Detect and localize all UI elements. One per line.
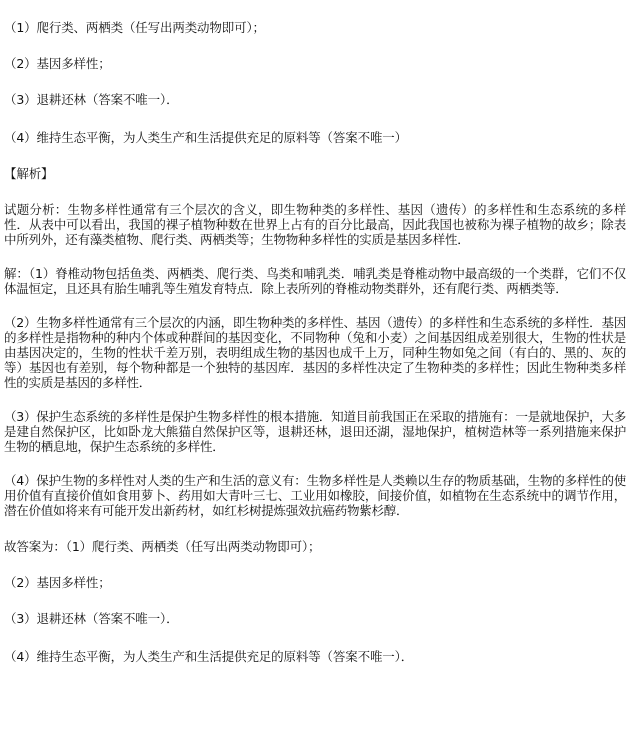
analysis-paragraph: 试题分析：生物多样性通常有三个层次的含义，即生物种类的多样性、基因（遗传）的多样性和生态系统的多样性．从表中可以看出，我国的裸子植物种数在世界上占有的百分比最高，因此我国也被称为裸子植物的故乡；除表中所列外，还有藻类植物、爬行类、两栖类等；生物物种多样性的实质是基因多样性．: [4, 202, 626, 247]
solution-paragraph-2: （2）生物多样性通常有三个层次的内涵，即生物种类的多样性、基因（遗传）的多样性和生态系统的多样性．基因的多样性是指物种的种内个体或种群间的基因变化，不同物种（兔和小麦）之间基因组成差别很大，生物的性状是由基因决定的，生物的性状千差万别，表明组成生物的基因也成千上万，同种生物如兔之间（有白的、黑的、灰的等）基因也有差别，每个物种都是一个独特的基因库．基因的多样性决定了生物种类的多样性；因此生物种类多样性的实质是基因的多样性．: [4, 315, 626, 390]
analysis-heading: 【解析】: [4, 166, 54, 181]
answer-1: （1）爬行类、两栖类（任写出两类动物即可）；: [4, 20, 265, 35]
solution-paragraph-4: （4）保护生物的多样性对人类的生产和生活的意义有：生物多样性是人类赖以生存的物质基础，生物的多样性的使用价值有直接价值如食用萝卜、药用如大青叶三七、工业用如橡胶，间接价值，如植物在生态系统中的调节作用，潜在价值如将来有可能开发出新药材，如红杉树提炼强效抗癌药物紫杉醇．: [4, 473, 626, 518]
answer-2: （2）基因多样性；: [4, 56, 111, 71]
conclusion-3: （3）退耕还林（答案不唯一）．: [4, 611, 179, 626]
answer-4: （4）维持生态平衡，为人类生产和生活提供充足的原料等（答案不唯一）: [4, 130, 408, 145]
conclusion-4: （4）维持生态平衡，为人类生产和生活提供充足的原料等（答案不唯一）．: [4, 649, 414, 664]
conclusion-2: （2）基因多样性；: [4, 575, 111, 590]
solution-paragraph-1: 解：（1）脊椎动物包括鱼类、两栖类、爬行类、鸟类和哺乳类．哺乳类是脊椎动物中最高级的一个类群，它们不仅体温恒定，且还具有胎生哺乳等生殖发育特点．除上表所列的脊椎动物类群外，还有爬行类、两栖类等．: [4, 266, 626, 296]
answer-3: （3）退耕还林（答案不唯一）．: [4, 92, 179, 107]
conclusion-1: 故答案为：（1）爬行类、两栖类（任写出两类动物即可）；: [4, 539, 321, 554]
solution-paragraph-3: （3）保护生态系统的多样性是保护生物多样性的根本措施．知道目前我国正在采取的措施有：一是就地保护，大多是建自然保护区，比如卧龙大熊猫自然保护区等，退耕还林，退田还湖，湿地保护，植树造林等一系列措施来保护生物的栖息地，保护生态系统的多样性．: [4, 409, 626, 454]
